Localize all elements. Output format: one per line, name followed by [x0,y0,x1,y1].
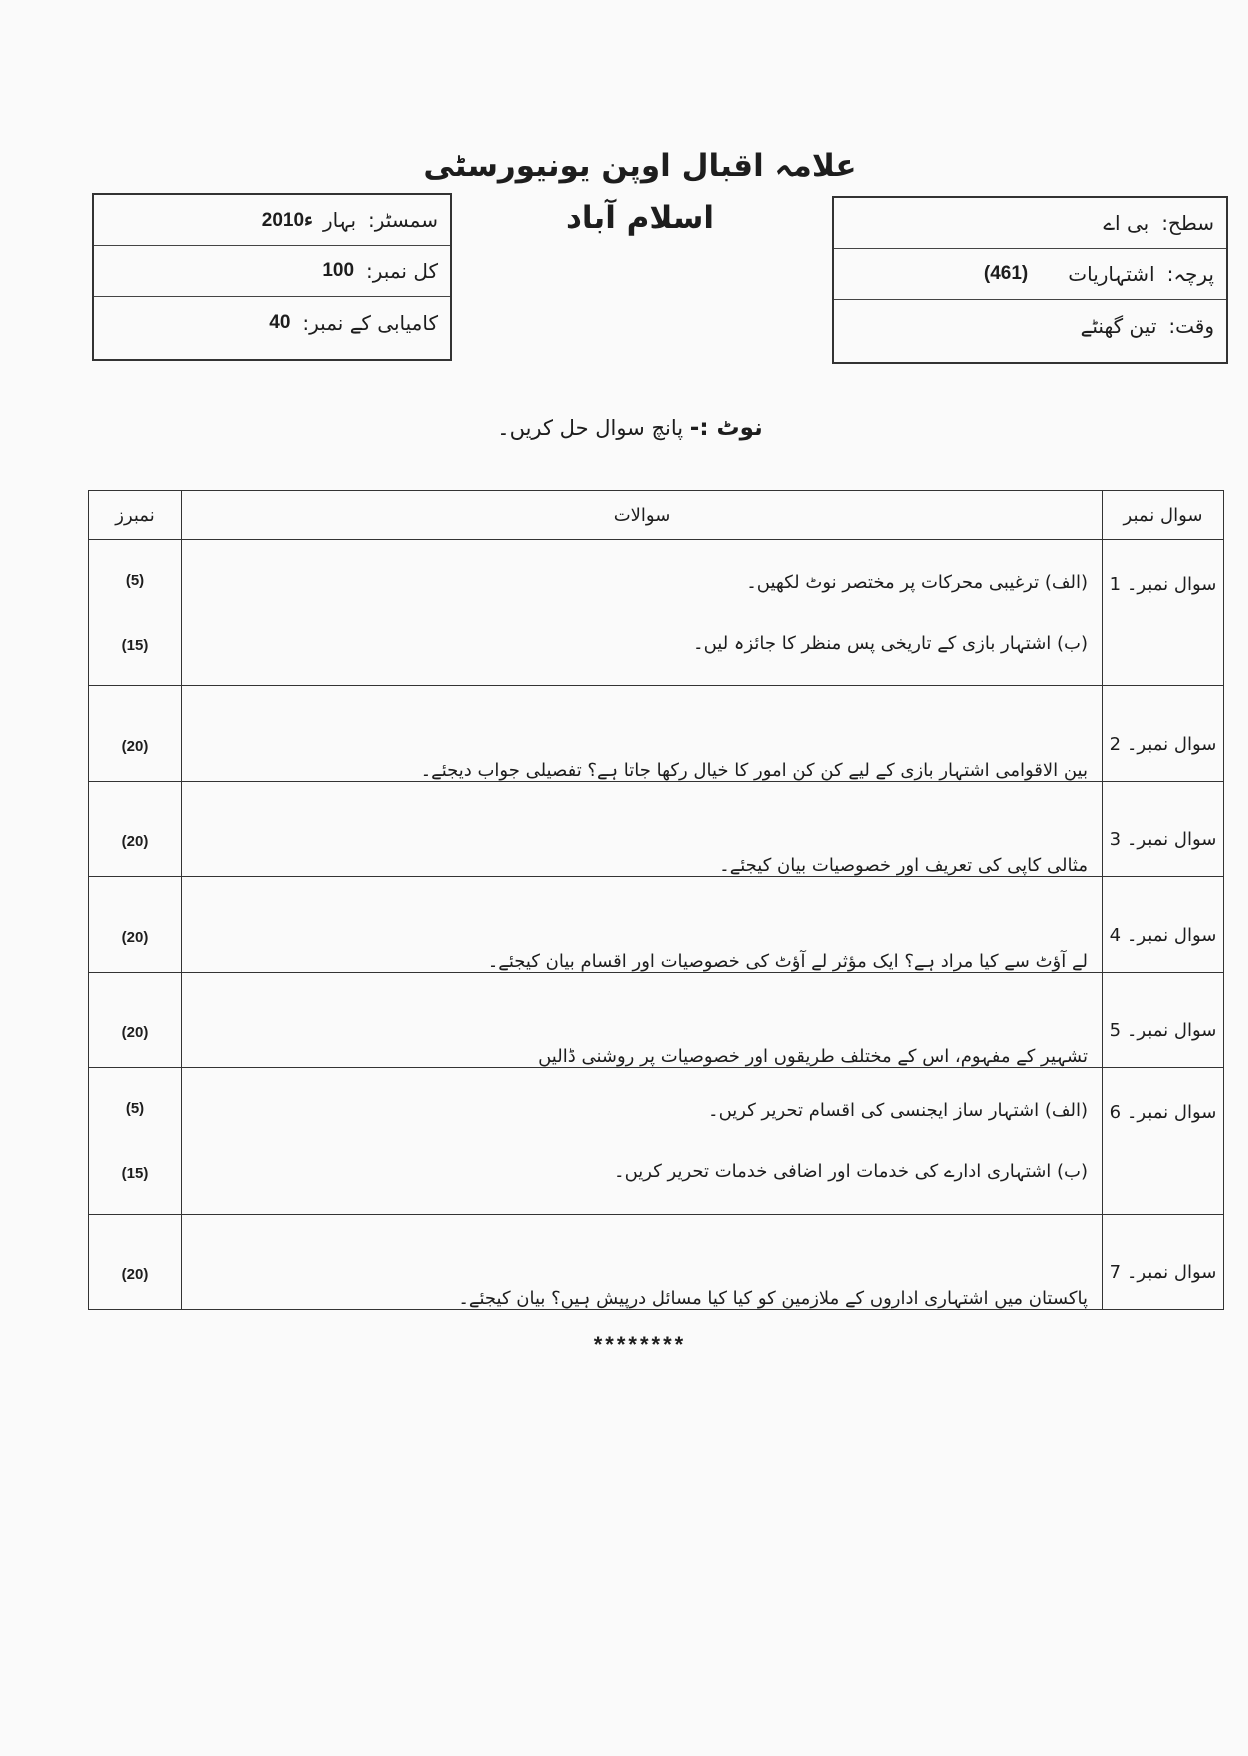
marks-cell [89,540,182,686]
questions-column-header: سوالات [182,491,1103,540]
marks-value: (15) [121,1164,149,1182]
table-header-row [89,491,1224,540]
paper-info-box [832,196,1228,364]
semester-year: 2010ء [261,209,313,231]
question-number-cell: سوال نمبر۔ 2 [1103,686,1224,781]
marks-value: (5) [125,571,145,589]
question-line: (ب) اشتہاری ادارے کی خدمات اور اضافی خدمات تحریر کریں۔ [614,1160,1088,1182]
question-number-cell: سوال نمبر۔ 5 [1103,972,1224,1067]
pass-marks-value: 40 [269,311,291,333]
question-text-cell [182,1068,1103,1214]
end-marker: ******** [593,1332,687,1357]
questions-body [89,540,1224,1310]
marks-cell [89,1068,182,1214]
question-text-cell [182,1214,1103,1309]
level-value: بی اے [1103,211,1150,235]
marks-value: (20) [121,1024,149,1042]
question-line: (ب) اشتہار بازی کے تاریخی پس منظر کا جائزہ لیں۔ [693,632,1088,654]
question-line: (الف) ترغیبی محرکات پر مختصر نوٹ لکھیں۔ [746,571,1088,593]
question-text-cell [182,781,1103,876]
semester-value: بہار [322,208,357,232]
marks-value: (5) [125,1099,145,1117]
marks-value: (20) [121,737,149,755]
marks-value: (20) [121,833,149,851]
question-text-cell [182,540,1103,686]
semester-row [94,195,450,246]
total-marks-value: 100 [322,260,355,281]
question-text-cell [182,972,1103,1067]
marks-value: (15) [121,636,149,654]
question-line: لے آؤٹ سے کیا مراد ہے؟ ایک مؤثر لے آؤٹ کی خصوصیات اور اقسام بیان کیجئے۔ [487,950,1088,972]
total-marks-row [94,246,450,297]
table-row [89,686,1224,781]
time-label: وقت: [1168,313,1214,338]
question-number-column-header: سوال نمبر [1103,491,1224,540]
question-text-cell [182,686,1103,781]
questions-table [88,490,1224,1310]
marks-value: (20) [121,928,149,946]
instruction-note [430,415,830,455]
level-label: سطح: [1161,211,1214,235]
paper-row [834,249,1226,300]
marks-cell [89,1214,182,1309]
pass-marks-row [94,297,450,348]
note-heading: نوٹ :- [689,415,763,441]
question-line: بین الاقوامی اشتہار بازی کے لیے کن کن امور کا خیال رکھا جاتا ہے؟ تفصیلی جواب دیجئے۔ [420,759,1088,781]
question-line: پاکستان میں اشتہاری اداروں کے ملازمین کو کیا کیا مسائل درپیش ہیں؟ بیان کیجئے۔ [458,1288,1088,1309]
table-row [89,1214,1224,1309]
question-number-cell: سوال نمبر۔ 3 [1103,781,1224,876]
question-number-cell: سوال نمبر۔ 4 [1103,877,1224,972]
marks-column-header: نمبرز [89,491,182,540]
marks-cell [89,781,182,876]
paper-code: (461) [983,263,1029,284]
table-row [89,1068,1224,1214]
question-line: تشہیر کے مفہوم، اس کے مختلف طریقوں اور خصوصیات پر روشنی ڈالیں [538,1046,1088,1068]
question-number-cell: سوال نمبر۔ 7 [1103,1214,1224,1309]
semester-label: سمسٹر: [368,208,438,232]
question-line: (الف) اشتہار ساز ایجنسی کی اقسام تحریر کریں۔ [708,1099,1088,1121]
time-value: تین گھنٹے [1080,313,1157,338]
table-row [89,972,1224,1067]
question-text-cell [182,877,1103,972]
page-title: علامہ اقبال اوپن یونیورسٹی اسلام آباد [423,148,857,236]
total-marks-label: کل نمبر: [366,259,438,283]
exam-info-box [92,193,452,361]
marks-cell [89,686,182,781]
note-text: پانچ سوال حل کریں۔ [497,416,684,440]
time-row [834,300,1226,351]
marks-value: (20) [121,1266,149,1283]
table-row [89,877,1224,972]
question-number-cell: سوال نمبر۔ 1 [1103,540,1224,686]
question-line: مثالی کاپی کی تعریف اور خصوصیات بیان کیجئے۔ [719,855,1088,877]
table-row [89,540,1224,686]
pass-marks-label: کامیابی کے نمبر: [302,310,438,335]
table-row [89,781,1224,876]
paper-label: پرچہ: [1166,262,1214,286]
paper-value: اشتہاریات [1068,262,1155,286]
level-row [834,198,1226,249]
marks-cell [89,877,182,972]
question-number-cell: سوال نمبر۔ 6 [1103,1068,1224,1214]
marks-cell [89,972,182,1067]
